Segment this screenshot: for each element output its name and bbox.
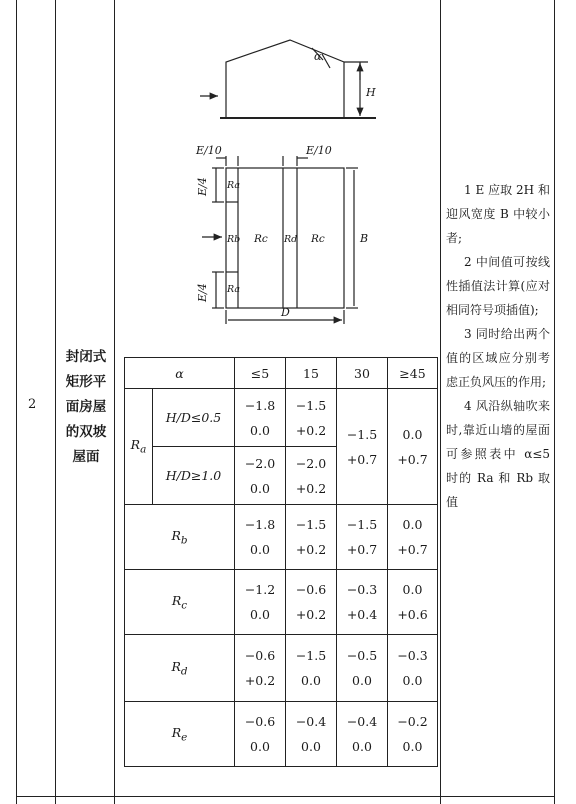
ra-bottom-label: Ra [227, 284, 241, 295]
col-header: ≥45 [388, 358, 438, 389]
value-cell: −1.8 0.0 [235, 389, 286, 447]
r-symbol: R [130, 437, 141, 453]
value-cell: 0.0 +0.6 [388, 570, 438, 635]
e4-top-label: E/4 [196, 177, 209, 196]
frame-line [554, 0, 555, 804]
value-cell: −0.3 0.0 [388, 635, 438, 702]
e10-right-label: E/10 [306, 144, 332, 157]
col-header: ≤5 [235, 358, 286, 389]
e4-bottom-label: E/4 [196, 283, 209, 302]
r-subscript: d [180, 665, 188, 678]
b-label: B [360, 232, 369, 245]
col-header: 30 [337, 358, 388, 389]
frame-line [16, 796, 555, 797]
ra-row-label [125, 389, 153, 505]
hd-high-label: H/D≥1.0 [153, 447, 235, 505]
roof-zone-diagram [180, 30, 390, 330]
row-number: 2 [28, 397, 37, 412]
elevation-outline [226, 40, 344, 117]
value-cell: −0.5 0.0 [337, 635, 388, 702]
frame-line [114, 0, 115, 804]
note-item: 3 同时给出两个值的区域应分别考虑正负风压的作用; [446, 327, 550, 389]
row-title-line: 封闭式 [65, 349, 107, 365]
value-cell: 0.0 +0.7 [388, 505, 438, 570]
row-title [60, 345, 112, 470]
col-header: 15 [286, 358, 337, 389]
row-title-line: 的双坡 [65, 424, 107, 440]
r-symbol: R [171, 527, 181, 543]
value-cell: −0.4 0.0 [337, 702, 388, 767]
ra-top-label: Ra [227, 180, 241, 191]
note-item: 1 E 应取 2H 和迎风宽度 B 中较小者; [446, 183, 550, 245]
value-cell: −1.5 +0.2 [286, 389, 337, 447]
e10-left-label: E/10 [196, 144, 222, 157]
row-title-line: 面房屋 [65, 399, 107, 415]
value-cell: −0.3 +0.4 [337, 570, 388, 635]
value-cell: −2.0 0.0 [235, 447, 286, 505]
alpha-header: α [125, 358, 235, 389]
value-cell: −0.2 0.0 [388, 702, 438, 767]
note-item: 4 风沿纵轴吹来时,靠近山墙的屋面可参照表中 α≤5 时的 Ra 和 Rb 取值 [446, 399, 550, 509]
re-row-label [125, 702, 235, 767]
r-subscript: e [181, 731, 188, 744]
row-title-line: 矩形平 [65, 374, 107, 390]
value-cell: −0.6 0.0 [235, 702, 286, 767]
coefficient-table [124, 357, 438, 767]
rb-row-label [125, 505, 235, 570]
value-cell: −1.2 0.0 [235, 570, 286, 635]
value-cell: −0.6 +0.2 [286, 570, 337, 635]
value-cell: −2.0 +0.2 [286, 447, 337, 505]
frame-line [16, 0, 17, 804]
value-cell: −0.6 +0.2 [235, 635, 286, 702]
rc-row-label [125, 570, 235, 635]
value-cell: −1.5 +0.2 [286, 505, 337, 570]
note-item: 2 中间值可按线性插值法计算(应对相同符号项插值); [446, 255, 550, 317]
rc-left-label: Rc [254, 233, 268, 245]
rd-row-label [125, 635, 235, 702]
rd-label: Rd [284, 234, 298, 245]
value-cell: 0.0 +0.7 [388, 389, 438, 505]
frame-line [440, 0, 441, 804]
alpha-label: α [314, 50, 322, 63]
notes-column [446, 178, 550, 514]
hd-low-label: H/D≤0.5 [153, 389, 235, 447]
r-subscript: c [181, 599, 188, 612]
h-label: H [366, 86, 376, 99]
value-cell: −1.5 0.0 [286, 635, 337, 702]
value-cell: −1.8 0.0 [235, 505, 286, 570]
value-cell: −0.4 0.0 [286, 702, 337, 767]
r-symbol: R [171, 592, 182, 608]
value-cell: −1.5 +0.7 [337, 389, 388, 505]
r-symbol: R [171, 658, 181, 674]
r-subscript: a [140, 443, 147, 456]
d-label: D [281, 306, 290, 319]
rb-label: Rb [227, 234, 241, 245]
rc-right-label: Rc [311, 233, 325, 245]
value-cell: −1.5 +0.7 [337, 505, 388, 570]
frame-line [55, 0, 56, 804]
r-subscript: b [180, 534, 188, 547]
r-symbol: R [171, 724, 182, 740]
row-title-line: 屋面 [72, 449, 100, 465]
